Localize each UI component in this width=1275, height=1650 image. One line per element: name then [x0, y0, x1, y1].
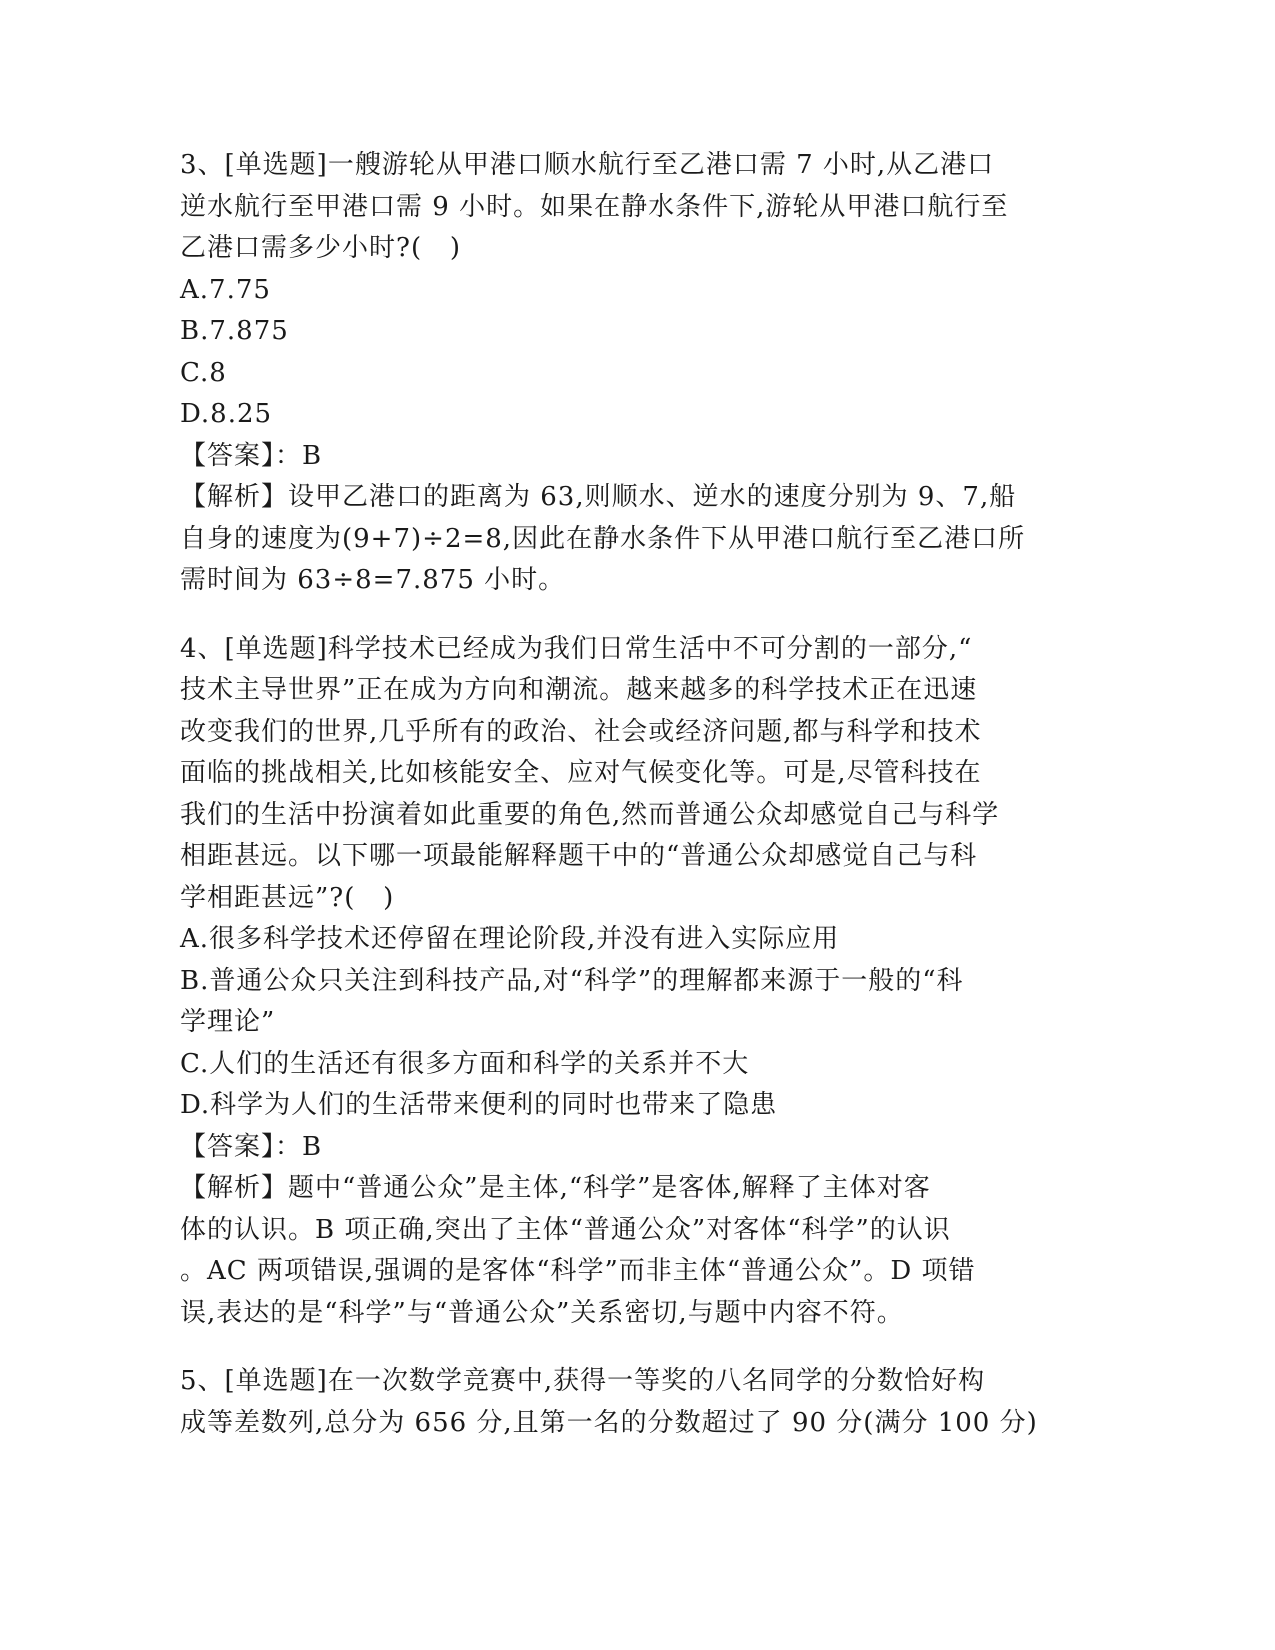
option-b-continued: 学理论”: [180, 1007, 276, 1037]
question-stem-line: 相距甚远。以下哪一项最能解释题干中的“普通公众却感觉自己与科: [180, 841, 978, 871]
answer-line: 【答案】：B: [180, 440, 323, 471]
answer-line: 【答案】：B: [180, 1131, 323, 1162]
option-c: C.人们的生活还有很多方面和科学的关系并不大: [180, 1048, 750, 1079]
option-b: B.7.875: [180, 316, 289, 346]
option-d: D.8.25: [180, 399, 273, 429]
question-stem-line: 4、[单选题]科学技术已经成为我们日常生活中不可分割的一部分,“: [180, 633, 973, 664]
question-stem-line: 成等差数列,总分为 656 分,且第一名的分数超过了 90 分(满分 100 分): [180, 1407, 1038, 1438]
question-3: [180, 145, 1060, 602]
question-stem-line: 面临的挑战相关,比如核能安全、应对气候变化等。可是,尽管科技在: [180, 758, 982, 788]
question-stem-line: 技术主导世界”正在成为方向和潮流。越来越多的科学技术正在迅速: [180, 675, 978, 705]
option-b: B.普通公众只关注到科技产品,对“科学”的理解都来源于一般的“科: [180, 965, 964, 996]
question-5: [180, 1361, 1060, 1444]
option-a: A.很多科学技术还停留在理论阶段,并没有进入实际应用: [180, 924, 840, 954]
analysis-line: 误,表达的是“科学”与“普通公众”关系密切,与题中内容不符。: [180, 1297, 904, 1328]
question-stem-line: 我们的生活中扮演着如此重要的角色,然而普通公众却感觉自己与科学: [180, 799, 1000, 830]
option-c: C.8: [180, 357, 227, 388]
analysis-line: 。AC 两项错误,强调的是客体“科学”而非主体“普通公众”。D 项错: [180, 1256, 976, 1286]
question-stem-line: 乙港口需多少小时?( ): [180, 233, 462, 263]
document-page: [180, 145, 1060, 1444]
analysis-line: 需时间为 63÷8=7.875 小时。: [180, 565, 566, 595]
question-stem-line: 3、[单选题]一艘游轮从甲港口顺水航行至乙港口需 7 小时,从乙港口: [180, 150, 995, 180]
question-stem-line: 改变我们的世界,几乎所有的政治、社会或经济问题,都与科学和技术: [180, 716, 982, 747]
option-d: D.科学为人们的生活带来便利的同时也带来了隐患: [180, 1090, 778, 1120]
analysis-line: 【解析】题中“普通公众”是主体,“科学”是客体,解释了主体对客: [180, 1173, 931, 1203]
question-4: [180, 629, 1060, 1335]
question-stem-line: 学相距甚远”?( ): [180, 882, 395, 913]
question-stem-line: 5、[单选题]在一次数学竞赛中,获得一等奖的八名同学的分数恰好构: [180, 1366, 986, 1396]
analysis-line: 体的认识。B 项正确,突出了主体“普通公众”对客体“科学”的认识: [180, 1214, 951, 1245]
analysis-line: 自身的速度为(9+7)÷2=8,因此在静水条件下从甲港口航行至乙港口所: [180, 523, 1026, 554]
analysis-line: 【解析】设甲乙港口的距离为 63,则顺水、逆水的速度分别为 9、7,船: [180, 482, 1017, 512]
question-stem-line: 逆水航行至甲港口需 9 小时。如果在静水条件下,游轮从甲港口航行至: [180, 191, 1009, 222]
option-a: A.7.75: [180, 274, 271, 305]
